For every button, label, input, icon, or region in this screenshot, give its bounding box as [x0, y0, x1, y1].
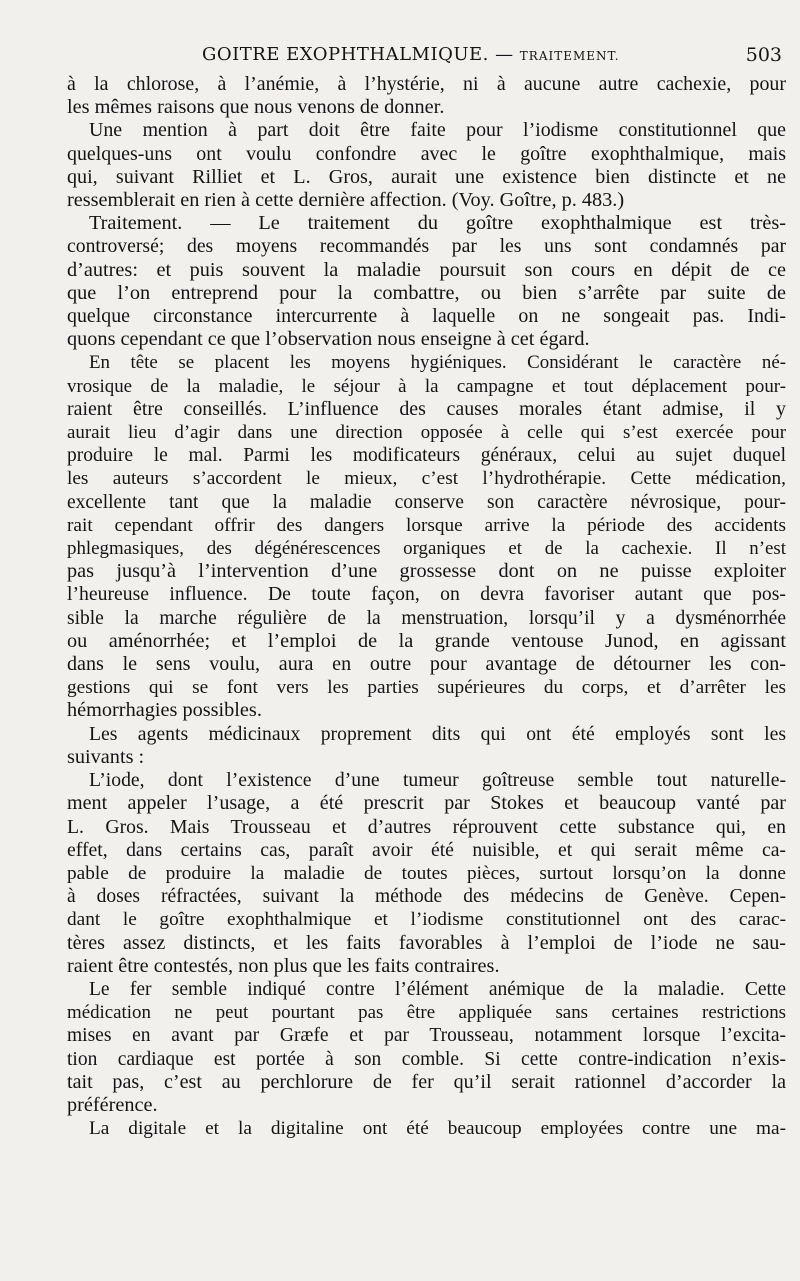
text-line: préférence. [67, 1093, 158, 1116]
text-line: mises en avant par Græfe et par Trousseau, notamment lorsque l’excita- [67, 1025, 786, 1047]
text-line: pable de produire la maladie de toutes pièces, surtout lorsqu’on la donne [67, 862, 786, 884]
text-line: raient être conseillés. L’influence des causes morales étant admise, il y [67, 397, 786, 420]
text-line: à la chlorose, à l’anémie, à l’hystérie, ni à aucune autre cachexie, pour [67, 73, 786, 95]
text-line: médication ne peut pourtant pas être appliquée sans certaines restrictions [67, 1002, 786, 1024]
text-line: excellente tant que la maladie conserve son caractère névrosique, pour- [67, 491, 786, 513]
text-line: pas jusqu’à l’intervention d’une grossesse dont on ne puisse exploiter [67, 560, 786, 583]
text-line: les auteurs s’accordent le mieux, c’est l’hydrothérapie. Cette médication, [67, 468, 786, 490]
text-line: produire le mal. Parmi les modificateurs généraux, celui au sujet duquel [67, 445, 786, 467]
running-title [202, 44, 620, 65]
text-line: raient être contestés, non plus que les faits contraires. [67, 954, 500, 977]
body-text [67, 73, 786, 1140]
text-line: quelques-uns ont voulu confondre avec le goître exophthalmique, mais [67, 142, 786, 165]
text-line: La digitale et la digitaline ont été beaucoup employées contre une ma- [89, 1118, 786, 1140]
text-line: à doses réfractées, suivant la méthode des médecins de Genève. Cepen- [67, 886, 786, 908]
text-line: suivants : [67, 745, 145, 768]
text-line: tères assez distincts, et les faits favorables à l’emploi de l’iode ne sau- [67, 931, 786, 954]
text-line: Une mention à part doit être faite pour l’iodisme constitutionnel que [89, 119, 786, 142]
text-line: L. Gros. Mais Trousseau et d’autres réprouvent cette substance qui, en [67, 815, 786, 838]
text-line: rait cependant offrir des dangers lorsque arrive la période des accidents [67, 514, 786, 536]
text-line: En tête se placent les moyens hygiéniques. Considérant le caractère né- [89, 352, 786, 374]
text-line: controversé; des moyens recommandés par les uns sont condamnés par [67, 235, 786, 258]
text-line: Le fer semble indiqué contre l’élément anémique de la maladie. Cette [89, 978, 786, 1000]
text-line: Les agents médicinaux proprement dits qui ont été employés sont les [89, 722, 786, 745]
text-line: dans le sens voulu, aura en outre pour avantage de détourner les con- [67, 653, 786, 676]
text-line: Traitement. — Le traitement du goître exophthalmique est très- [89, 212, 786, 235]
running-head [67, 38, 786, 68]
text-line: L’iode, dont l’existence d’une tumeur goîtreuse semble tout naturelle- [89, 769, 786, 792]
text-line: ressemblerait en rien à cette dernière affection. (Voy. Goître, p. 483.) [67, 189, 625, 212]
text-line: effet, dans certains cas, paraît avoir été nuisible, et qui serait même ca- [67, 838, 786, 861]
text-line: qui, suivant Rilliet et L. Gros, aurait une existence bien distincte et ne [67, 165, 786, 188]
text-line: vrosique de la maladie, le séjour à la campagne et tout déplacement pour- [67, 375, 786, 397]
text-line: aurait lieu d’agir dans une direction opposée à celle qui s’est exercée pour [67, 422, 786, 444]
text-line: ment appeler l’usage, a été prescrit par Stokes et beaucoup vanté par [67, 792, 786, 815]
running-title-section: TRAITEMENT. [519, 49, 620, 63]
text-line: ou aménorrhée; et l’emploi de la grande ventouse Junod, en agissant [67, 629, 786, 652]
text-line: hémorrhagies possibles. [67, 699, 262, 722]
text-line: tion cardiaque est portée à son comble. Si cette contre-indication n’exis- [67, 1048, 786, 1070]
text-line: d’autres: et puis souvent la maladie poursuit son cours en dépit de ce [67, 258, 786, 281]
text-line: sible la marche régulière de la menstruation, lorsqu’il y a dysménorrhée [67, 607, 786, 629]
text-line: dant le goître exophthalmique et l’iodisme constitutionnel ont des carac- [67, 909, 786, 931]
text-line: l’heureuse influence. De toute façon, on devra favoriser autant que pos- [67, 583, 786, 606]
text-line: phlegmasiques, des dégénérescences organiques et de la cachexie. Il n’est [67, 538, 786, 560]
text-line: les mêmes raisons que nous venons de donner. [67, 96, 445, 119]
text-line: tait pas, c’est au perchlorure de fer qu’il serait rationnel d’accorder la [67, 1070, 786, 1093]
text-line: quons cependant ce que l’observation nous enseigne à cet égard. [67, 328, 590, 351]
running-title-text: GOITRE EXOPHTHALMIQUE. — [202, 44, 520, 65]
text-line: quelque circonstance intercurrente à laquelle on ne songeait pas. Indi- [67, 305, 786, 328]
text-line: gestions qui se font vers les parties supérieures du corps, et d’arrêter les [67, 677, 786, 699]
page-number: 503 [745, 44, 782, 66]
text-line: que l’on entreprend pour la combattre, ou bien s’arrête par suite de [67, 281, 786, 304]
